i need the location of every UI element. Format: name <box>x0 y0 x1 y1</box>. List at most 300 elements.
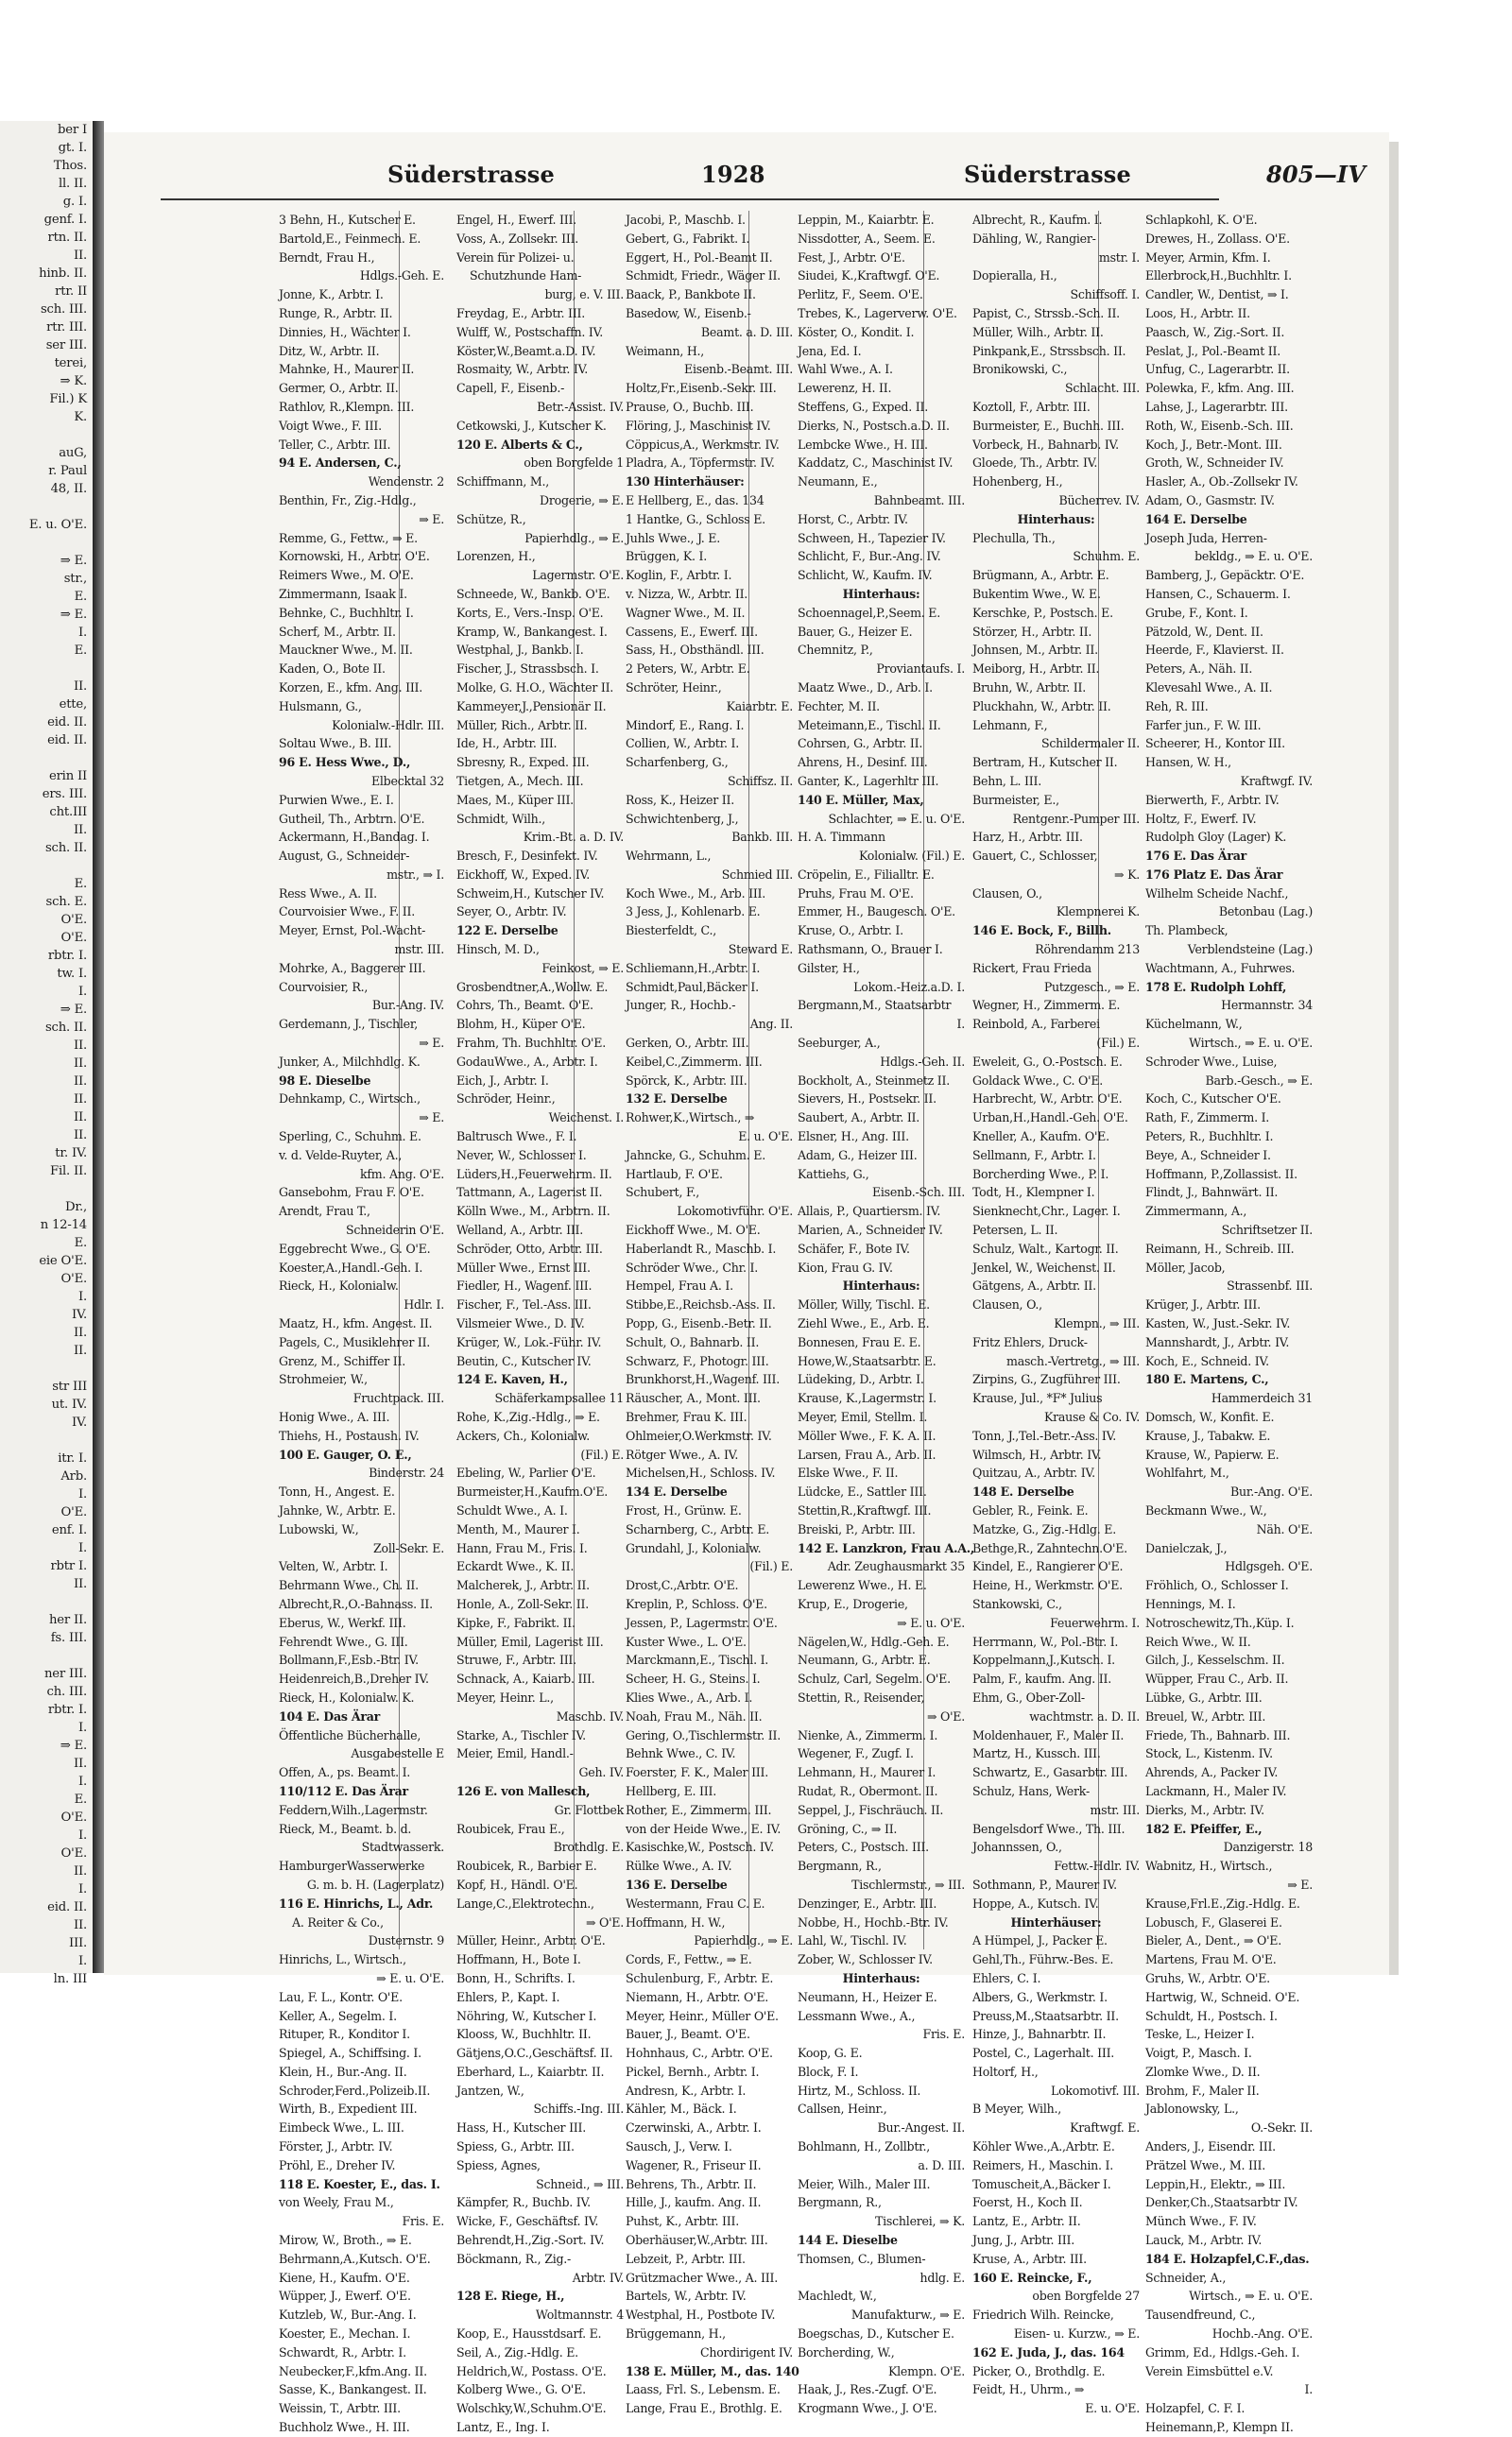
previous-page-line: I. <box>77 1541 87 1555</box>
directory-entry: Zimmermann, Isaak I. <box>279 586 407 601</box>
directory-entry: Gehl,Th., Führw.-Bes. E. <box>972 1952 1114 1967</box>
directory-entry: Saubert, A., Arbtr. II. <box>798 1110 920 1125</box>
directory-entry: Schröder, Otto, Arbtr. III. <box>456 1241 603 1256</box>
directory-entry: Rieck, H., Kolonialw. K. <box>279 1690 415 1705</box>
directory-entry: Mohrke, A., Baggerer III. <box>279 960 426 975</box>
directory-entry: Drewes, H., Zollass. O'E. <box>1145 231 1290 246</box>
directory-entry: Grenz, M., Schiffer II. <box>279 1353 406 1368</box>
previous-page-line <box>0 857 93 875</box>
directory-entry: Gr. Flottbek <box>554 1802 624 1817</box>
directory-entry: Westphal, H., Postbote IV. <box>626 2308 776 2323</box>
directory-entry: Scharnberg, C., Arbtr. E. <box>626 1521 770 1536</box>
directory-entry: Eweleit, G., O.-Postsch. E. <box>972 1054 1123 1069</box>
directory-entry: Purwien Wwe., E. I. <box>279 792 394 807</box>
directory-entry: Eickhoff Wwe., M. O'E. <box>626 1223 761 1238</box>
directory-entry: Cöppicus,A., Werkmstr. IV. <box>626 437 780 452</box>
directory-entry: Röhrendamm 213 <box>1035 942 1140 957</box>
previous-page-line: ch. III. <box>46 1685 87 1699</box>
directory-entry: von Weely, Frau M., <box>279 2195 394 2210</box>
previous-page-line: gt. I. <box>58 141 87 155</box>
directory-entry: Molke, G. H.O., Wächter II. <box>456 679 614 695</box>
directory-entry: Frost, H., Grünw. E. <box>626 1502 742 1518</box>
directory-entry: Farfer jun., F. W. III. <box>1145 717 1262 732</box>
directory-entry: Hohnhaus, C., Arbtr. O'E. <box>626 2046 773 2061</box>
directory-entry: Krüger, J., Arbtr. III. <box>1145 1297 1261 1313</box>
directory-entry: 3 Behn, H., Kutscher E. <box>279 213 416 227</box>
directory-entry: Schlapkohl, K. O'E. <box>1145 213 1258 227</box>
directory-entry: Krause,Frl.E.,Zig.-Hdlg. E. <box>1145 1896 1300 1911</box>
directory-entry: Nissdotter, A., Seem. E. <box>798 231 936 246</box>
directory-entry: Ditz, W., Arbtr. II. <box>279 343 380 358</box>
directory-entry: Lüders,H.,Feuerwehrm. II. <box>456 1166 612 1181</box>
directory-entry: Boegschas, D., Kutscher E. <box>798 2326 954 2342</box>
directory-entry: Meier, Wilh., Maler III. <box>798 2176 931 2191</box>
directory-entry: Bruhn, W., Arbtr. II. <box>972 679 1086 695</box>
directory-entry: Allais, P., Quartiersm. IV. <box>798 1204 941 1219</box>
section-heading: Hinterhaus: <box>842 1279 920 1294</box>
directory-entry: Behrmann,A.,Kutsch. O'E. <box>279 2251 431 2266</box>
directory-entry: Chemnitz, P., <box>798 643 873 658</box>
directory-entry: Clausen, O., <box>972 1297 1042 1313</box>
directory-entry: Joseph Juda, Herren- <box>1145 530 1267 545</box>
directory-entry: Holzapfel, C. F. I. <box>1145 2401 1246 2416</box>
previous-page-line: E. <box>74 1236 87 1250</box>
directory-entry: Sothmann, P., Maurer IV. <box>972 1877 1117 1892</box>
directory-entry: Maatz, H., kfm. Angest. II. <box>279 1316 433 1331</box>
directory-entry: Bieler, A., Dent., ⇒ O'E. <box>1145 1933 1281 1948</box>
directory-entry: Johannssen, O., <box>972 1840 1062 1855</box>
directory-entry: Martens, Frau M. O'E. <box>1145 1952 1277 1967</box>
directory-entry: Spiess, G., Arbtr. III. <box>456 2139 575 2154</box>
directory-entry: Grundahl, J., Kolonialw. <box>626 1540 762 1555</box>
previous-page-line: II. <box>73 1918 87 1932</box>
directory-entry: Dierks, N., Postsch.a.D. II. <box>798 418 950 433</box>
directory-entry: Perlitz, F., Seem. O'E. <box>798 287 923 302</box>
directory-entry: Pinkpank,E., Strssbsch. II. <box>972 343 1126 358</box>
directory-entry: Bamberg, J., Gepäcktr. O'E. <box>1145 568 1305 583</box>
directory-entry: Palm, F., kaufm. Ang. II. <box>972 1672 1112 1687</box>
directory-entry: Wirth, B., Expedient III. <box>279 2102 418 2117</box>
previous-page-line: II. <box>73 249 87 263</box>
directory-entry: Kraftwgf. IV. <box>1240 773 1313 788</box>
directory-entry: Schneede, W., Bankb. O'E. <box>456 586 610 601</box>
directory-entry: Dusternstr. 9 <box>368 1933 444 1948</box>
directory-entry: Förster, J., Arbtr. IV. <box>279 2139 393 2154</box>
directory-entry: Kasischke,W., Postsch. IV. <box>626 1840 774 1855</box>
directory-entry: Papist, C., Strssb.-Sch. II. <box>972 305 1120 320</box>
directory-entry: Hoffmann, P.,Zollassist. II. <box>1145 1166 1297 1181</box>
previous-page-line: I. <box>77 1828 87 1843</box>
section-heading: Hinterhaus: <box>842 586 920 601</box>
directory-entry: Stankowski, C., <box>972 1596 1062 1611</box>
directory-entry: Hermannstr. 34 <box>1221 998 1313 1013</box>
directory-entry: Mahnke, H., Maurer II. <box>279 362 415 377</box>
directory-entry: Krause, K.,Lagermstr. I. <box>798 1391 936 1406</box>
directory-entry: Roubicek, Frau E., <box>456 1821 565 1836</box>
directory-entry: Gauert, C., Schlosser, <box>972 849 1098 864</box>
directory-entry: Fettw.-Hdlr. IV. <box>1054 1859 1140 1874</box>
previous-page-line: E. <box>74 644 87 658</box>
directory-entry: Preuss,M.,Staatsarbtr. II. <box>972 2008 1119 2023</box>
previous-page-line: E. <box>74 877 87 891</box>
directory-entry: Putzgesch., ⇒ E. <box>1043 979 1140 994</box>
directory-entry: Ahrends, A., Packer IV. <box>1145 1765 1279 1780</box>
directory-entry: Wüpper, J., Ewerf. O'E. <box>279 2289 411 2304</box>
directory-entry: Hellberg, E. III. <box>626 1783 716 1798</box>
directory-entry: Danzigerstr. 18 <box>1223 1840 1313 1855</box>
directory-entry: Sausch, J., Verw. I. <box>626 2139 732 2154</box>
house-number-entry: 148 E. Derselbe <box>972 1485 1074 1500</box>
directory-entry: Beamt. a. D. III. <box>700 324 793 339</box>
directory-entry: Brunkhorst,H.,Wagenf. III. <box>626 1372 780 1387</box>
directory-entry: Vorbeck, H., Bahnarb. IV. <box>972 437 1119 452</box>
directory-entry: Scheer, H. G., Steins. I. <box>626 1672 761 1687</box>
previous-page-line <box>0 1360 93 1378</box>
directory-entry: (Fil.) E. <box>580 1447 624 1462</box>
directory-entry: Elske Wwe., F. II. <box>798 1466 899 1481</box>
directory-entry: Grimm, Ed., Hdlgs.-Geh. I. <box>1145 2344 1300 2360</box>
directory-entry: Wilmsch, H., Arbtr. IV. <box>972 1447 1102 1462</box>
house-number-entry: 124 E. Kaven, H., <box>456 1372 568 1387</box>
previous-page-line: auG, <box>59 446 87 460</box>
directory-entry: Burmeister, E., Buchh. III. <box>972 418 1125 433</box>
directory-entry: Freydag, E., Arbtr. III. <box>456 305 585 320</box>
previous-page-line: Arb. <box>60 1469 87 1484</box>
directory-entry: Bockholt, A., Steinmetz II. <box>798 1073 950 1088</box>
previous-page-line <box>0 498 93 516</box>
directory-entry: mstr. III. <box>394 942 444 957</box>
directory-entry: Strohmeier, W., <box>279 1372 368 1387</box>
directory-entry: Hdlgs.-Geh. II. <box>880 1054 965 1069</box>
directory-entry: Schlachter, ⇒ E. u. O'E. <box>828 811 965 826</box>
directory-entry: Verein für Polizei- u. <box>456 249 575 265</box>
directory-entry: Honig Wwe., A. III. <box>279 1410 390 1424</box>
directory-entry: Berndt, Frau H., <box>279 249 375 265</box>
directory-entry: Krause, Jul., *F* Julius <box>972 1391 1103 1406</box>
directory-entry: Korzen, E., kfm. Ang. III. <box>279 679 423 695</box>
directory-entry: Reimann, H., Schreib. III. <box>1145 1241 1295 1256</box>
directory-entry: Peslat, J., Pol.-Beamt II. <box>1145 343 1281 358</box>
directory-entry: Hdlgsgeh. O'E. <box>1225 1559 1313 1574</box>
directory-entry: Westermann, Frau C. E. <box>626 1896 765 1911</box>
directory-entry: H. A. Timmann <box>798 830 885 845</box>
directory-entry: Hasler, A., Ob.-Zollsekr IV. <box>1145 474 1298 489</box>
directory-entry: Sperling, C., Schuhm. E. <box>279 1129 421 1144</box>
directory-entry: Basedow, W., Eisenb.- <box>626 305 751 320</box>
directory-entry: Meiborg, H., Arbtr. II. <box>972 661 1100 677</box>
directory-entry: I. <box>956 1017 965 1032</box>
previous-page-line: I. <box>77 1775 87 1789</box>
previous-page-line: I. <box>77 1487 87 1502</box>
previous-page-line: sch. E. <box>45 895 87 909</box>
previous-page-line: ll. II. <box>58 177 87 191</box>
directory-entry: Adam, O., Gasmstr. IV. <box>1145 492 1275 507</box>
directory-entry: Meyer, Heinr., Müller O'E. <box>626 2008 779 2023</box>
directory-entry: Schlacht. III. <box>1065 381 1140 396</box>
house-number-entry: 110/112 E. Das Ärar <box>279 1783 408 1798</box>
directory-entry: Teller, C., Arbtr. III. <box>279 437 391 452</box>
directory-entry: Näh. O'E. <box>1256 1521 1313 1536</box>
previous-page-line: rtn. II. <box>47 231 87 245</box>
directory-entry: Koester, E., Mechan. I. <box>279 2326 411 2342</box>
previous-page-line: II. <box>73 1326 87 1340</box>
directory-entry: Barb.-Gesch., ⇒ E. <box>1205 1073 1313 1088</box>
directory-entry: Niemann, H., Arbtr. O'E. <box>626 1989 769 2004</box>
directory-entry: Schiffs.-Ing. III. <box>533 2102 624 2117</box>
directory-entry: Friede, Th., Bahnarb. III. <box>1145 1727 1291 1742</box>
directory-entry: Burmeister,H.,Kaufm.O'E. <box>456 1485 609 1500</box>
directory-entry: Böckmann, R., Zig.- <box>456 2251 572 2266</box>
house-number-entry: 122 E. Derselbe <box>456 923 558 938</box>
directory-entry: Welland, A., Arbtr. III. <box>456 1223 584 1238</box>
directory-entry: Kasten, W., Just.-Sekr. IV. <box>1145 1316 1291 1331</box>
directory-entry: Geh. IV. <box>578 1765 624 1780</box>
directory-entry: Stettin,R.,Kraftwgf. III. <box>798 1502 932 1518</box>
directory-entry: mstr. I. <box>1098 249 1140 265</box>
directory-entry: Lantz, E., Ing. I. <box>456 2420 550 2435</box>
directory-entry: Schroder,Ferd.,Polizeib.II. <box>279 2083 431 2098</box>
page-edge <box>1389 142 1399 1975</box>
previous-page-line: I. <box>77 626 87 640</box>
house-number-entry: 98 E. Dieselbe <box>279 1073 371 1088</box>
house-number-entry: 180 E. Martens, C., <box>1145 1372 1269 1387</box>
directory-entry: Nägelen,W., Hdlg.-Geh. E. <box>798 1634 950 1649</box>
directory-entry: Ehm, G., Ober-Zoll- <box>972 1690 1085 1705</box>
directory-entry: Emmer, H., Baugesch. O'E. <box>798 904 955 919</box>
directory-entry: Teske, L., Heizer I. <box>1145 2027 1255 2042</box>
directory-entry: Gröning, C., ⇒ II. <box>798 1821 898 1836</box>
directory-entry: Fischer, F., Tel.-Ass. III. <box>456 1297 592 1313</box>
directory-entry: Jena, Ed. I. <box>798 343 862 358</box>
directory-page <box>104 132 1389 2435</box>
directory-entry: Germer, O., Arbtr. II. <box>279 381 399 396</box>
directory-entry: E. u. O'E. <box>1085 2401 1140 2416</box>
directory-entry: Eckardt Wwe., K. II. <box>456 1559 575 1574</box>
previous-page-line: ber I <box>58 123 87 137</box>
directory-entry: Starke, A., Tischler IV. <box>456 1727 586 1742</box>
directory-entry: Junker, A., Milchhdlg. K. <box>279 1054 421 1069</box>
directory-entry: Kraftwgf. E. <box>1070 2120 1140 2136</box>
directory-entry: 1 Hantke, G., Schloss E. <box>626 511 765 526</box>
directory-entry: Junger, R., Hochb.- <box>626 998 736 1013</box>
directory-entry: Hille, J., kaufm. Ang. II. <box>626 2195 762 2210</box>
directory-entry: Wagner Wwe., M. II. <box>626 605 746 620</box>
previous-page-line: IV. <box>71 1308 87 1322</box>
directory-entry: Popp, G., Eisenb.-Betr. II. <box>626 1316 772 1331</box>
directory-entry: Martz, H., Kussch. III. <box>972 1746 1101 1761</box>
house-number-entry: 94 E. Andersen, C., <box>279 455 402 471</box>
directory-column-4 <box>798 211 975 2418</box>
directory-entry: Heidenreich,B.,Dreher IV. <box>279 1672 429 1687</box>
directory-entry: Bur.-Angest. II. <box>877 2120 965 2136</box>
directory-entry: Koch Wwe., M., Arb. III. <box>626 885 766 901</box>
directory-entry: Kopf, H., Händl. O'E. <box>456 1877 578 1892</box>
directory-entry: Chordirigent IV. <box>699 2344 793 2360</box>
directory-entry: Velten, W., Arbtr. I. <box>279 1559 388 1574</box>
previous-page-line: ln. III <box>53 1972 87 1986</box>
previous-page-line: IV. <box>71 1416 87 1430</box>
directory-entry: Rudolph Gloy (Lager) K. <box>1145 830 1287 845</box>
directory-entry: Eggebrecht Wwe., G. O'E. <box>279 1241 431 1256</box>
previous-page-line: ser III. <box>45 338 87 352</box>
directory-entry: wachtmstr. a. D. II. <box>1029 1708 1140 1724</box>
directory-entry: Vilsmeier Wwe., D. IV. <box>456 1316 585 1331</box>
previous-page-line: rbtr. I. <box>47 949 87 963</box>
directory-entry: Bohlmann, H., Zollbtr., <box>798 2139 931 2154</box>
previous-page-line: eid. II. <box>47 1900 87 1914</box>
directory-entry: Hammerdeich 31 <box>1211 1391 1313 1406</box>
directory-entry: a. D. III. <box>918 2157 965 2172</box>
directory-entry: Kaddatz, C., Maschinist IV. <box>798 455 954 471</box>
directory-entry: Schliemann,H.,Arbtr. I. <box>626 960 761 975</box>
directory-entry: Wegner, H., Zimmerm. E. <box>972 998 1121 1013</box>
directory-entry: Noah, Frau M., Näh. II. <box>626 1708 763 1724</box>
directory-entry: Öffentliche Bücherhalle, <box>279 1727 421 1742</box>
directory-entry: Hoffmann, H., Bote I. <box>456 1952 581 1967</box>
directory-entry: Steward E. <box>728 942 793 957</box>
directory-entry: Dehnkamp, C., Wirtsch., <box>279 1091 421 1107</box>
directory-entry: Schween, H., Tapezier IV. <box>798 530 946 545</box>
directory-entry: Siudei, K.,Kraftwgf. O'E. <box>798 268 940 283</box>
directory-entry: Scheerer, H., Kontor III. <box>1145 736 1285 751</box>
directory-entry: Kolonialw. (Fil.) E. <box>858 849 965 864</box>
directory-entry: Fruchtpack. III. <box>352 1391 444 1406</box>
directory-entry: Cassens, E., Ewerf. III. <box>626 624 758 639</box>
directory-entry: Köster, O., Kondit. I. <box>798 324 915 339</box>
directory-entry: Gerken, O., Arbtr. III. <box>626 1036 749 1051</box>
directory-entry: Picker, O., Brothdlg. E. <box>972 2363 1106 2378</box>
directory-entry: Westphal, J., Bankb. I. <box>456 643 584 658</box>
directory-entry: Denker,Ch.,Staatsarbtr IV. <box>1145 2195 1298 2210</box>
directory-entry: Hdlgs.-Geh. E. <box>359 268 444 283</box>
directory-entry: Küchelmann, W., <box>1145 1017 1243 1032</box>
previous-page-line: K. <box>74 410 87 424</box>
directory-entry: Jenkel, W., Weichenst. II. <box>972 1260 1116 1275</box>
previous-page-line: tw. I. <box>57 967 87 981</box>
directory-entry: Plechulla, Th., <box>972 530 1056 545</box>
directory-entry: Köster,W.,Beamt.a.D. IV. <box>456 343 596 358</box>
directory-entry: Hoppe, A., Kutsch. IV. <box>972 1896 1099 1911</box>
directory-entry: Holtz,Fr.,Eisenb.-Sekr. III. <box>626 381 777 396</box>
directory-entry: Tausendfreund, C., <box>1145 2308 1256 2323</box>
previous-page-line: Fil.) K <box>49 392 87 406</box>
directory-entry: Rosmaity, W., Arbtr. IV. <box>456 362 589 377</box>
directory-entry: Schulz, Carl, Segelm. O'E. <box>798 1672 951 1687</box>
previous-page-line: fs. III. <box>50 1631 87 1645</box>
directory-entry: Kiene, H., Kaufm. O'E. <box>279 2270 410 2285</box>
directory-entry: mstr., ⇒ I. <box>387 867 444 882</box>
directory-entry: Peters, C., Postsch. III. <box>798 1840 929 1855</box>
directory-entry: ⇒ E. <box>419 1110 444 1125</box>
directory-entry: Weissin, T., Arbtr. III. <box>279 2401 401 2416</box>
directory-entry: Hennings, M. I. <box>1145 1596 1236 1611</box>
directory-entry: Bresch, F., Desinfekt. IV. <box>456 849 598 864</box>
directory-entry: Bukentim Wwe., W. E. <box>972 586 1101 601</box>
previous-page-line: E. u. O'E. <box>28 518 87 532</box>
directory-entry: Nöhring, W., Kutscher I. <box>456 2008 597 2023</box>
directory-entry: Sievers, H., Postsekr. II. <box>798 1091 936 1107</box>
section-heading: Hinterhaus: <box>842 1970 920 1985</box>
house-number-entry: 118 E. Koester, E., das. I. <box>279 2176 440 2191</box>
directory-entry: Stadtwasserk. <box>361 1840 444 1855</box>
directory-entry: Nienke, A., Zimmerm. I. <box>798 1727 938 1742</box>
directory-column-1 <box>279 211 444 2437</box>
directory-entry: Prätzel Wwe., M. III. <box>1145 2157 1265 2172</box>
previous-page-line: sch. III. <box>40 302 87 317</box>
directory-entry: Eberhard, L., Kaiarbtr. II. <box>456 2064 605 2079</box>
previous-page-line: ner III. <box>43 1667 87 1681</box>
previous-page-line: rbtr. I. <box>47 1703 87 1717</box>
directory-entry: Krim.-Bt. a. D. IV. <box>523 830 624 845</box>
directory-entry: August, G., Schneider- <box>279 849 410 864</box>
directory-entry: Bergmann, R., <box>798 2195 882 2210</box>
directory-entry: Ackers, Ch., Kolonialw. <box>456 1428 590 1443</box>
directory-entry: ⇒ E. u. O'E. <box>897 1615 965 1630</box>
directory-entry: Scharfenberg, G., <box>626 755 729 770</box>
directory-entry: Bertram, H., Kutscher II. <box>972 755 1118 770</box>
directory-entry: Maes, M., Küper III. <box>456 792 574 807</box>
directory-entry: Heine, H., Werkmstr. O'E. <box>972 1578 1123 1593</box>
directory-entry: Bur.-Ang. IV. <box>371 998 444 1013</box>
house-number-entry: 128 E. Riege, H., <box>456 2289 565 2304</box>
directory-entry: Meyer, Armin, Kfm. I. <box>1145 249 1271 265</box>
directory-entry: ⇒ E. <box>419 511 444 526</box>
previous-page-line: II. <box>73 1344 87 1358</box>
directory-entry: Ganter, K., Lagerhltr III. <box>798 773 939 788</box>
house-number-entry: 100 E. Gauger, O. E., <box>279 1447 412 1462</box>
directory-entry: Lahse, J., Lagerarbtr. III. <box>1145 399 1288 414</box>
directory-entry: Matzke, G., Zig.-Hdlg. E. <box>972 1521 1116 1536</box>
directory-entry: Jahncke, G., Schuhm. E. <box>626 1147 765 1162</box>
directory-entry: Zimmermann, A., <box>1145 1204 1247 1219</box>
directory-entry: Kramp, W., Bankangest. I. <box>456 624 608 639</box>
directory-entry: Mirow, W., Broth., ⇒ E. <box>279 2233 412 2248</box>
directory-entry: Eberus, W., Werkf. III. <box>279 1615 406 1630</box>
header-rule <box>161 198 1219 200</box>
directory-entry: Fischer, J., Strassbsch. I. <box>456 661 599 677</box>
house-number-entry: 160 E. Reincke, F., <box>972 2270 1092 2285</box>
directory-entry: Reich Wwe., W. II. <box>1145 1634 1251 1649</box>
directory-entry: Rathsmann, O., Brauer I. <box>798 942 943 957</box>
directory-entry: Bierwerth, F., Arbtr. IV. <box>1145 792 1280 807</box>
directory-entry: Koch, E., Schneid. IV. <box>1145 1353 1269 1368</box>
directory-entry: Kaden, O., Bote II. <box>279 661 386 677</box>
directory-entry: Maatz Wwe., D., Arb. I. <box>798 679 933 695</box>
directory-entry: von der Heide Wwe., E. IV. <box>626 1821 782 1836</box>
directory-entry: Möller, Jacob, <box>1145 1260 1226 1275</box>
directory-entry: Bauer, J., Beamt. O'E. <box>626 2027 750 2042</box>
directory-entry: GodauWwe., A., Arbtr. I. <box>456 1054 598 1069</box>
directory-entry: Dähling, W., Rangier- <box>972 231 1096 246</box>
directory-entry: Gansebohm, Frau F. O'E. <box>279 1185 424 1200</box>
directory-entry: burg, e. V. III. <box>544 287 624 302</box>
directory-entry: Ide, H., Arbtr. III. <box>456 736 558 751</box>
directory-entry: Keller, A., Segelm. I. <box>279 2008 397 2023</box>
previous-page-line: Fil. II. <box>50 1164 87 1178</box>
directory-entry: Drost,C.,Arbtr. O'E. <box>626 1578 739 1593</box>
directory-entry: Schlicht, F., Bur.-Ang. IV. <box>798 549 941 564</box>
directory-entry: Kruse, O., Arbtr. I. <box>798 923 903 938</box>
house-number-entry: 136 E. Derselbe <box>626 1877 728 1892</box>
house-number-entry: 176 Platz E. Das Ärar <box>1145 867 1283 882</box>
house-number-entry: 182 E. Pfeiffer, E., <box>1145 1821 1263 1836</box>
directory-entry: Schneid., ⇒ III. <box>536 2176 624 2191</box>
directory-entry: Johnsen, M., Arbtr. II. <box>972 643 1098 658</box>
directory-entry: Fest, J., Arbtr. O'E. <box>798 249 905 265</box>
directory-entry: Kolonialw.-Hdlr. III. <box>332 717 444 732</box>
directory-entry: Harbrecht, W., Arbtr. O'E. <box>972 1091 1123 1107</box>
directory-entry: Borcherding Wwe., P. I. <box>972 1166 1109 1181</box>
